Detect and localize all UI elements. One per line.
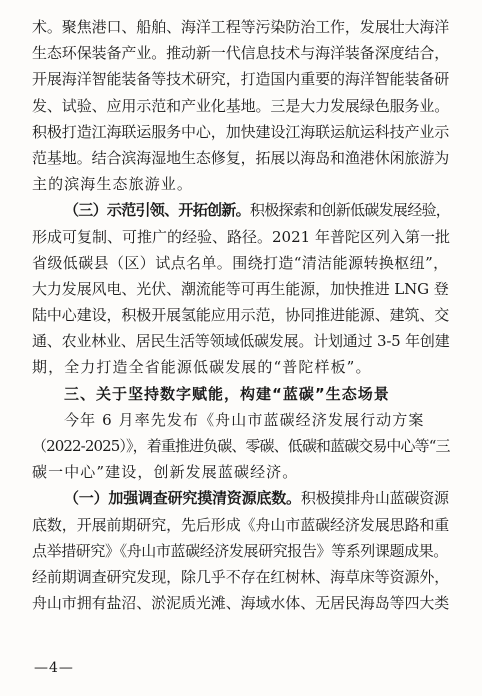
text-line: 主的滨海生态旅游业。 (32, 175, 194, 194)
text-line: 经前期调查研究发现，除几乎不存在红树林、海草床等资源外， (32, 567, 450, 586)
text-line: 碳一中心”建设，创新发展蓝碳经济。 (32, 463, 299, 482)
text-line: 生态环保装备产业。推动新一代信息技术与海洋装备深度结合， (32, 44, 450, 63)
text-line: 底数，开展前期研究，先后形成《舟山市蓝碳经济发展思路和重 (32, 515, 450, 534)
text-line: （2022-2025）》，着重推进负碳、零碳、低碳和蓝碳交易中心等“三 (32, 437, 450, 455)
section-heading: 三、关于坚持数字赋能，构建“蓝碳”生态场景 (64, 384, 390, 403)
text-line: 范基地。结合滨海湿地生态修复，拓展以海岛和渔港休闲旅游为 (32, 148, 450, 167)
text-line: 术。聚焦港口、船舶、海洋工程等污染防治工作，发展壮大海洋 (32, 18, 450, 36)
document-body (32, 14, 450, 616)
subsection-title: （一）加强调查研究摸清资源底数。 (64, 489, 301, 508)
text-line: 发、试验、应用示范和产业化基地。三是大力发展绿色服务业。 (32, 96, 450, 115)
text-line: 形成可复制、可推广的经验、路径。2021 年普陀区列入第一批 (32, 227, 450, 246)
text-line: 大力发展风电、光伏、潮流能等可再生能源，加快推进 LNG 登 (32, 279, 449, 298)
text-line: 期，全力打造全省能源低碳发展的“普陀样板”。 (32, 358, 372, 377)
page-number: —4— (34, 660, 74, 676)
text-line (32, 197, 450, 223)
text-line: 舟山市拥有盐沼、淤泥质光滩、海域水体、无居民海岛等四大类 (32, 594, 450, 613)
text-line: 通、农业林业、居民生活等领域低碳发展。计划通过 3-5 年创建 (32, 332, 450, 351)
line-text: 积极摸排舟山蓝碳资源 (300, 489, 449, 508)
subsection-title: （三）示范引领、开拓创新。 (64, 201, 250, 220)
text-line: 开展海洋智能装备等技术研究，打造国内重要的海洋智能装备研 (32, 70, 450, 89)
line-text: 积极探索和创新低碳发展经验， (249, 201, 450, 220)
text-line: 点举措研究》《舟山市蓝碳经济发展研究报告》等系列课题成果。 (32, 541, 448, 560)
text-line (32, 485, 450, 511)
text-line: 陆中心建设，积极开展氢能应用示范，协同推进能源、建筑、交 (32, 306, 450, 325)
text-line: 积极打造江海联运服务中心，加快建设江海联运航运科技产业示 (32, 122, 450, 141)
text-line: 今年 6 月率先发布《舟山市蓝碳经济发展行动方案 (64, 410, 425, 429)
text-line: 省级低碳县（区）试点名单。围绕打造“清洁能源转换枢纽”， (32, 253, 449, 272)
